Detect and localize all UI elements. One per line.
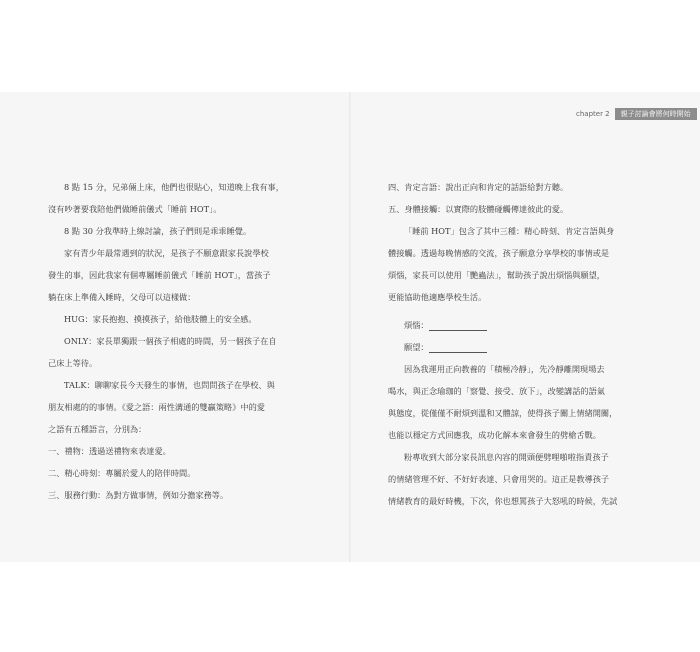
worry-blank-line: [429, 322, 487, 331]
paragraph: 三、服務行動：為對方做事情，例如分擔家務等。: [48, 490, 229, 500]
book-gutter: [349, 92, 351, 562]
paragraph: 五、身體接觸：以實際的肢體碰觸傳達彼此的愛。: [388, 204, 569, 214]
paragraph: 四、肯定言語：說出正向和肯定的話語給對方聽。: [388, 182, 569, 192]
paragraph: 「睡前 HOT」包含了其中三種：精心時刻、肯定言語與身: [404, 226, 615, 236]
paragraph: ONLY：家長單獨跟一個孩子相處的時間，另一個孩子在自: [64, 336, 277, 346]
paragraph: 躺在床上準備入睡時，父母可以這樣做：: [48, 292, 196, 302]
chapter-label: chapter 2: [576, 110, 610, 118]
wish-label: 願望：: [404, 342, 429, 352]
wish-prompt: [388, 336, 660, 358]
paragraph: 一、禮物：透過送禮物來表達愛。: [48, 446, 171, 456]
paragraph: 沒有吵著要我陪他們做睡前儀式「睡前 HOT」。: [48, 204, 222, 214]
paragraph: 之語有五種語言，分別為：: [48, 424, 147, 434]
paragraph: 的情緒管理不好、不好好表達、只會用哭的。這正是教導孩子: [388, 474, 610, 484]
running-header: [576, 108, 697, 120]
paragraph: 喝水，與正念瑜珈的「察覺、接受、放下」，改變講話的語氣: [388, 386, 605, 396]
paragraph: 發生的事，因此我家有個專屬睡前儀式「睡前 HOT」，當孩子: [48, 270, 271, 280]
paragraph: 因為我運用正向教養的「積極冷靜」，先冷靜離開現場去: [404, 364, 605, 374]
paragraph: 家有青少年最常遇到的狀況，是孩子不願意跟家長說學校: [64, 248, 269, 258]
wish-blank-line: [429, 344, 487, 353]
worry-label: 煩惱：: [404, 320, 429, 330]
paragraph: 情緒教育的最好時機，下次，你也想罵孩子大怒吼的時候，先試: [388, 496, 618, 506]
paragraph: 也能以穩定方式回應我，成功化解本來會發生的劈槍舌戰。: [388, 430, 601, 440]
paragraph: HUG：家長抱抱、摸摸孩子，給他肢體上的安全感。: [64, 314, 257, 324]
worry-prompt: [388, 314, 660, 336]
paragraph: 粉專收到大部分家長訊息內容的開頭便劈哩啪啦指責孩子: [404, 452, 609, 462]
paragraph: 體接觸。透過每晚情感的交流，孩子願意分享學校的事情或是: [388, 248, 610, 258]
paragraph: 煩惱，家長可以使用「艷蟲法」，幫助孩子說出煩惱與願望，: [388, 270, 605, 280]
paragraph: 己床上等待。: [48, 358, 98, 368]
paragraph: 朋友相處的的事情。《愛之語：兩性溝通的雙贏策略》中的愛: [48, 402, 265, 412]
left-page: [48, 176, 330, 506]
paragraph: 8 點 15 分，兄弟倆上床，他們也很貼心，知道晚上我有事，: [64, 182, 284, 192]
paragraph: 更能協助他適應學校生活。: [388, 292, 487, 302]
paragraph: 8 點 30 分我準時上線討論，孩子們則是乖乖睡覺。: [64, 226, 252, 236]
paragraph: TALK：聊聊家長今天發生的事情，也問問孩子在學校、與: [64, 380, 275, 390]
paragraph: 與態度，從僅僅不耐煩到溫和又體諒，使得孩子關上情緒開關，: [388, 408, 618, 418]
chapter-title-badge: 親子討論會將何時開始: [615, 108, 697, 120]
right-page: [388, 176, 660, 512]
paragraph: 二、精心時刻：專屬於愛人的陪伴時間。: [48, 468, 196, 478]
